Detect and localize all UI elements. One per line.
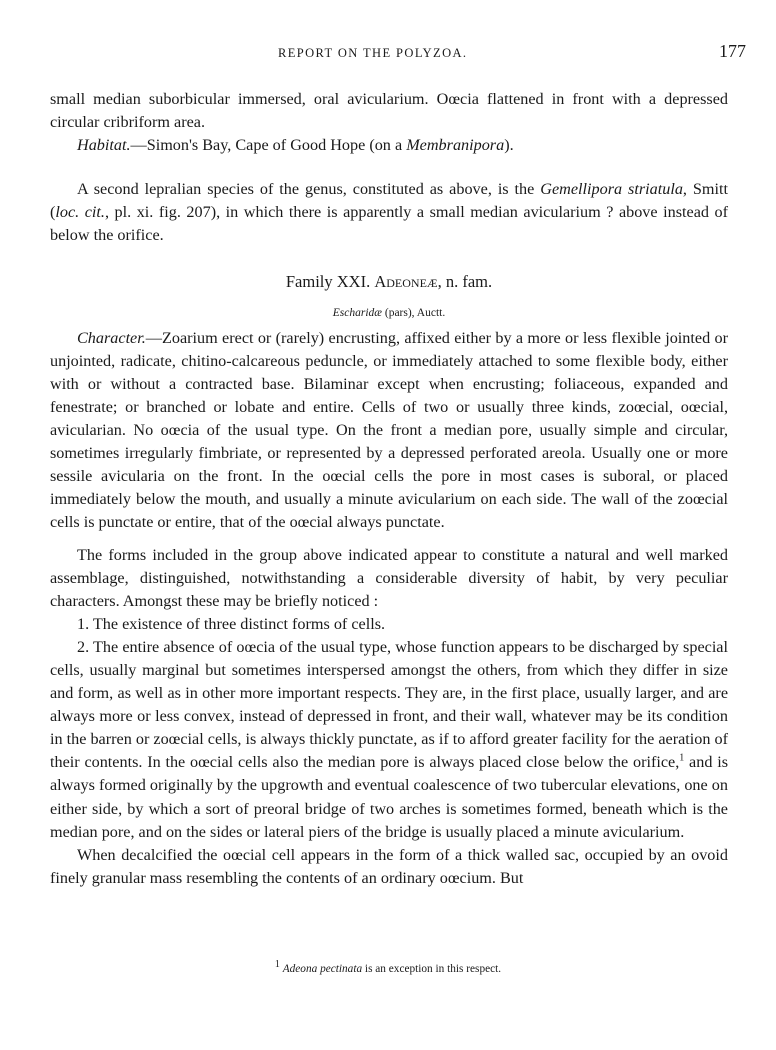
family-heading bbox=[50, 270, 728, 293]
synonym-rest: (pars), Auctt. bbox=[381, 306, 446, 319]
habitat-label: Habitat. bbox=[77, 136, 131, 155]
list-item-1: 1. The existence of three distinct forms of cells. bbox=[77, 614, 386, 633]
family-suffix: , n. fam. bbox=[437, 271, 493, 291]
habitat-line bbox=[50, 134, 728, 157]
p2-loc-cit: loc. cit. bbox=[55, 203, 105, 222]
item2-text-a: 2. The entire absence of oœcia of the usual type, whose function appears to be discharged by special cells, usually marginal but sometimes interspersed amongst the others, from which they differ in size and form, as well as in other more important respects. They are, in the first place, usually larger, and are always more or less convex, instead of depressed in front, and their wall, whatever may be its condition in the barren or zoœcial cells, is always thickly punctate, as if to afford greater facility for the aeration of their contents. In the oœcial cells also the median pore is always placed close below the orifice, bbox=[50, 637, 728, 772]
footnote bbox=[0, 959, 776, 975]
footnote-text: is an exception in this respect. bbox=[362, 963, 502, 975]
synonym-name: Escharidæ bbox=[332, 306, 382, 319]
discussion-intro: The forms included in the group above indicated appear to constitute a natural and well marked assemblage, distinguished, notwithstanding a considerable diversity of habit, by very peculiar characters. Amongst these may be briefly noticed : bbox=[50, 545, 728, 610]
p2-text-a: A second lepralian species of the genus, constituted as above, is the bbox=[77, 180, 541, 199]
list-item-2 bbox=[50, 636, 728, 844]
character-paragraph bbox=[50, 327, 728, 535]
page-body bbox=[50, 88, 728, 890]
family-prefix: Family XXI. bbox=[285, 271, 375, 291]
footnote-reference: 1 bbox=[679, 752, 685, 764]
p2-species-name: Gemellipora striatula bbox=[540, 180, 683, 199]
footnote-species: Adeona pectinata bbox=[282, 963, 363, 975]
character-text: —Zoarium erect or (rarely) encrusting, affixed either by a more or less flexible jointed or unjointed, radicate, chitino-calcareous peduncle, or immediately attached to some flexible body, either with or without a contracted base. Bilaminar except when encrusting; foliaceous, expanded and fenestrate; or branched or lobate and entire. Cells of two or usually three kinds, zoœcial, oœcial, avicularian. No oœcia of the usual type. On the front a median pore, usually simple and circular, sometimes irregularly fimbriate, or represented by a depressed perforated areola. Usually one or more sessile avicularia on the front. In the oœcial cells the pore in most cases is suboral, or placed immediately below the mouth, and usually a minute avicularium on each side. The wall of the zoœcial cells is punctate or entire, that of the oœcial always punctate. bbox=[50, 328, 728, 532]
page-header bbox=[0, 41, 776, 68]
habitat-genus: Membranipora bbox=[406, 136, 505, 155]
running-title: REPORT ON THE POLYZOA. bbox=[278, 46, 468, 60]
paragraph-second-species bbox=[50, 178, 728, 247]
item2-text-b: and is always formed originally by the upgrowth and eventual coalescence of two tubercular elevations, one on either side, by which a sort of preoral bridge of two arches is sometimes formed, beneath which is the median pore, and on the sides or lateral piers of the bridge is usually placed a minute avicularium. bbox=[50, 753, 729, 841]
habitat-end: ). bbox=[504, 136, 514, 155]
habitat-text: —Simon's Bay, Cape of Good Hope (on a bbox=[130, 136, 407, 155]
paragraph-decalcified: When decalcified the oœcial cell appears in the form of a thick walled sac, occupied by an ovoid finely granular mass resembling the contents of an ordinary oœcium. But bbox=[50, 845, 728, 887]
paragraph-oral-avicularium: small median suborbicular immersed, oral avicularium. Oœcia flattened in front with a depressed circular cribriform area. bbox=[50, 90, 728, 132]
page-number: 177 bbox=[719, 41, 746, 61]
footnote-marker: 1 bbox=[274, 959, 280, 971]
p2-text-c: , pl. xi. fig. 207), in which there is apparently a small median avicularium ? above instead of below the orifice. bbox=[50, 203, 728, 245]
character-label: Character. bbox=[77, 328, 146, 347]
p2-text-b: , Smitt ( bbox=[50, 180, 728, 222]
family-synonym bbox=[50, 304, 728, 322]
family-name: Adeoneæ bbox=[374, 271, 438, 291]
